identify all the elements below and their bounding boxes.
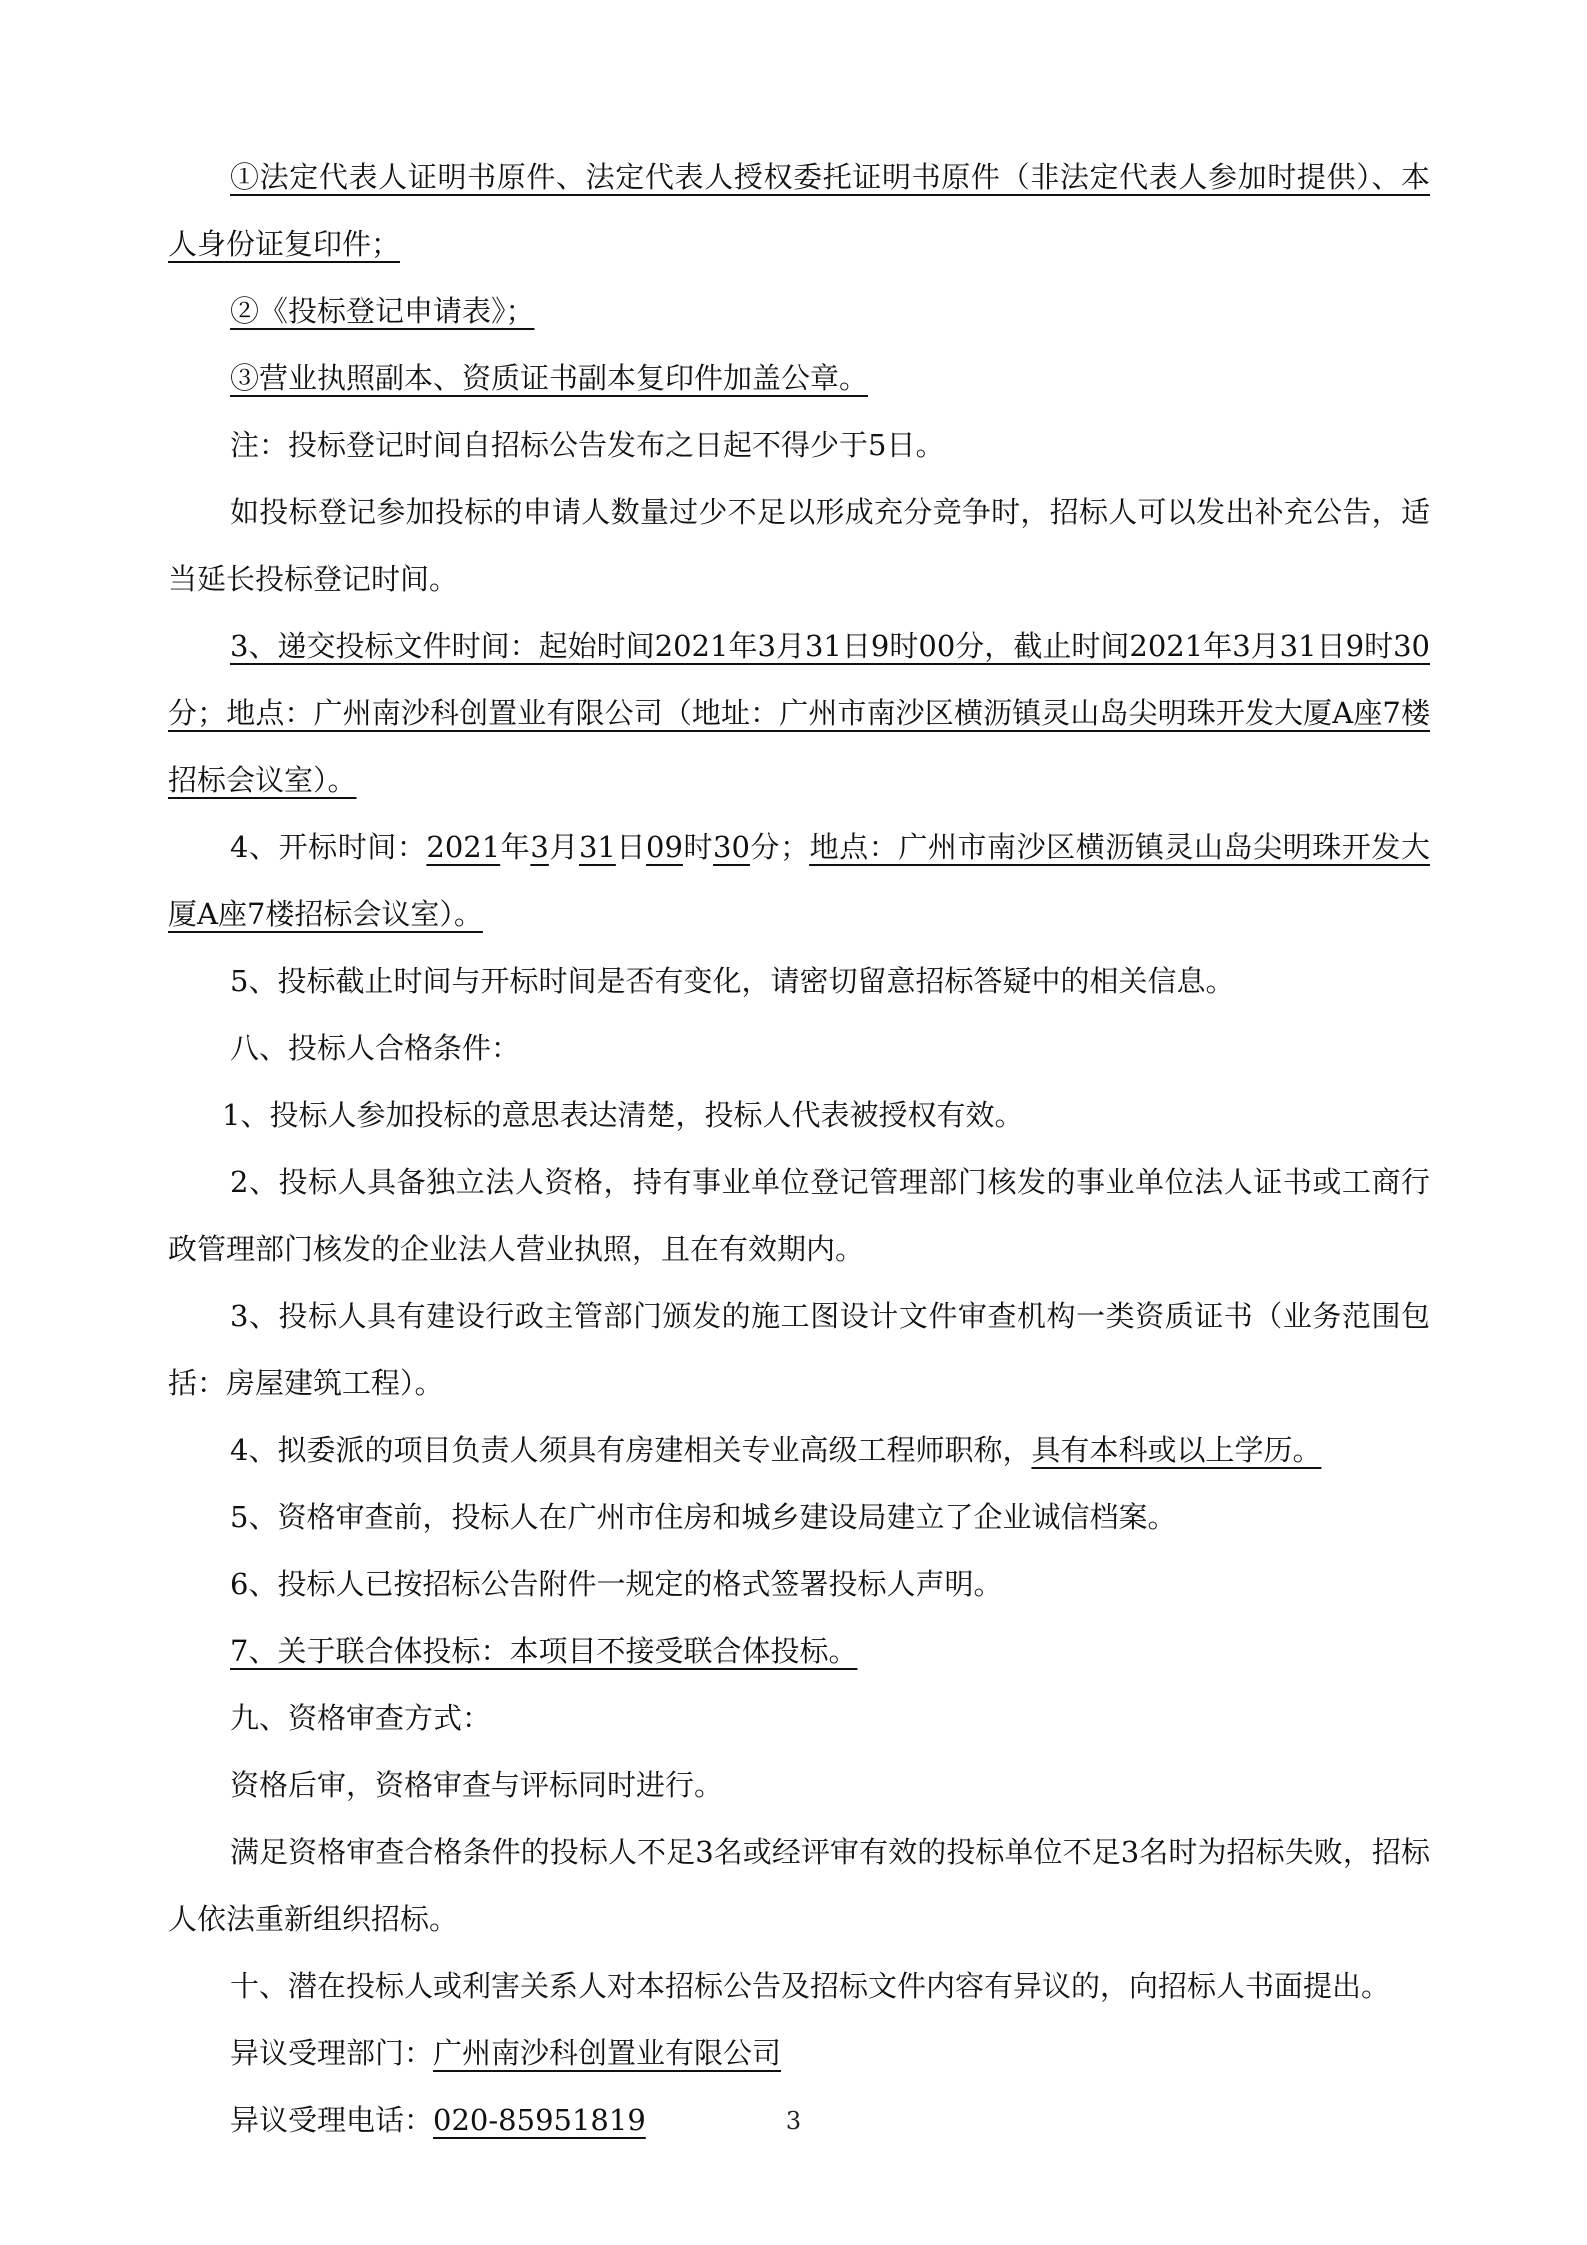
paragraph-text: 注：投标登记时间自招标公告发布之日起不得少于5日。: [230, 428, 945, 462]
paragraph-text: 满足资格审查合格条件的投标人不足3名或经评审有效的投标单位不足3名时为招标失败，招标人依法重新组织招标。: [168, 1835, 1430, 1936]
paragraph-required-documents-1: [168, 144, 1430, 278]
field-label: 异议受理电话：: [230, 2103, 434, 2137]
opening-month-unit: 月: [548, 830, 579, 864]
opening-location: 地点：广州市南沙区横沥镇灵山岛尖明珠开发大厦A座7楼招标会议室）。: [168, 830, 1430, 931]
underlined-text: 具有本科或以上学历。: [1031, 1433, 1322, 1467]
field-value: 020-85951819: [433, 2103, 646, 2137]
paragraph-submission-time: [168, 613, 1430, 814]
paragraph-text: 如投标登记参加投标的申请人数量过少不足以形成充分竞争时，招标人可以发出补充公告，适当延长投标登记时间。: [168, 495, 1430, 596]
paragraph-text: 2、投标人具备独立法人资格，持有事业单位登记管理部门核发的事业单位法人证书或工商行政管理部门核发的企业法人营业执照，且在有效期内。: [168, 1165, 1430, 1266]
qualification-item-6: [168, 1551, 1430, 1618]
section-heading-qualifications: [168, 1015, 1430, 1082]
underlined-text: 7、关于联合体投标：本项目不接受联合体投标。: [230, 1634, 858, 1668]
section-heading-text: 九、资格审查方式：: [230, 1701, 492, 1735]
document-body: [168, 144, 1430, 2154]
opening-hour: 09: [646, 830, 683, 864]
paragraph-text: 6、投标人已按招标公告附件一规定的格式签署投标人声明。: [230, 1567, 1003, 1601]
field-value: 广州南沙科创置业有限公司: [433, 2036, 782, 2070]
paragraph-text: 3、投标人具有建设行政主管部门颁发的施工图设计文件审查机构一类资质证书（业务范围包括：房屋建筑工程）。: [168, 1299, 1430, 1400]
paragraph-text: 资格后审，资格审查与评标同时进行。: [230, 1768, 724, 1802]
paragraph-deadline-change-note: [168, 948, 1430, 1015]
paragraph-extension-note: [168, 479, 1430, 613]
qualification-item-4: [168, 1417, 1430, 1484]
underlined-text: ③营业执照副本、资质证书副本复印件加盖公章。: [230, 361, 869, 395]
qualification-item-3: [168, 1283, 1430, 1417]
underlined-text: 3、递交投标文件时间：起始时间2021年3月31日9时00分，截止时间2021年3月31日9时30分；地点：广州南沙科创置业有限公司（地址：广州市南沙区横沥镇灵山岛尖明珠开发大厦A座7楼招标会议室）。: [168, 629, 1430, 797]
underlined-text: ①法定代表人证明书原件、法定代表人授权委托证明书原件（非法定代表人参加时提供）、本人身份证复印件；: [168, 160, 1430, 261]
paragraph-text: 5、投标截止时间与开标时间是否有变化，请密切留意招标答疑中的相关信息。: [230, 964, 1235, 998]
section-heading-text: 十、潜在投标人或利害关系人对本招标公告及招标文件内容有异议的，向招标人书面提出。: [230, 1969, 1391, 2003]
opening-day-unit: 日: [615, 830, 646, 864]
paragraph-text: 1、投标人参加投标的意思表达清楚，投标人代表被授权有效。: [222, 1098, 1024, 1132]
opening-time-prefix: 4、开标时间：: [230, 830, 427, 864]
paragraph-opening-time: [168, 814, 1430, 948]
qualification-item-1: [168, 1082, 1430, 1149]
paragraph-registration-note: [168, 412, 1430, 479]
paragraph-required-documents-3: [168, 345, 1430, 412]
paragraph-text: 5、资格审查前，投标人在广州市住房和城乡建设局建立了企业诚信档案。: [230, 1500, 1177, 1534]
opening-minute-unit: 分；: [749, 830, 810, 864]
underlined-text: ②《投标登记申请表》；: [230, 294, 535, 328]
opening-day: 31: [578, 830, 616, 864]
section-heading-review-method: [168, 1685, 1430, 1752]
opening-hour-unit: 时: [682, 830, 714, 864]
paragraph-bid-failure: [168, 1819, 1430, 1953]
opening-year: 2021: [426, 830, 501, 864]
objection-department: [168, 2020, 1430, 2087]
paragraph-required-documents-2: [168, 278, 1430, 345]
field-label: 异议受理部门：: [230, 2036, 434, 2070]
opening-year-unit: 年: [500, 830, 531, 864]
section-heading-text: 八、投标人合格条件：: [230, 1031, 521, 1065]
paragraph-post-qualification: [168, 1752, 1430, 1819]
qualification-item-2: [168, 1149, 1430, 1283]
opening-month: 3: [530, 830, 549, 864]
qualification-item-5: [168, 1484, 1430, 1551]
page-number: 3: [785, 2107, 802, 2135]
section-heading-objections: [168, 1953, 1430, 2020]
opening-minute: 30: [713, 830, 750, 864]
qualification-item-7: [168, 1618, 1430, 1685]
paragraph-text: 4、拟委派的项目负责人须具有房建相关专业高级工程师职称，: [230, 1433, 1032, 1467]
